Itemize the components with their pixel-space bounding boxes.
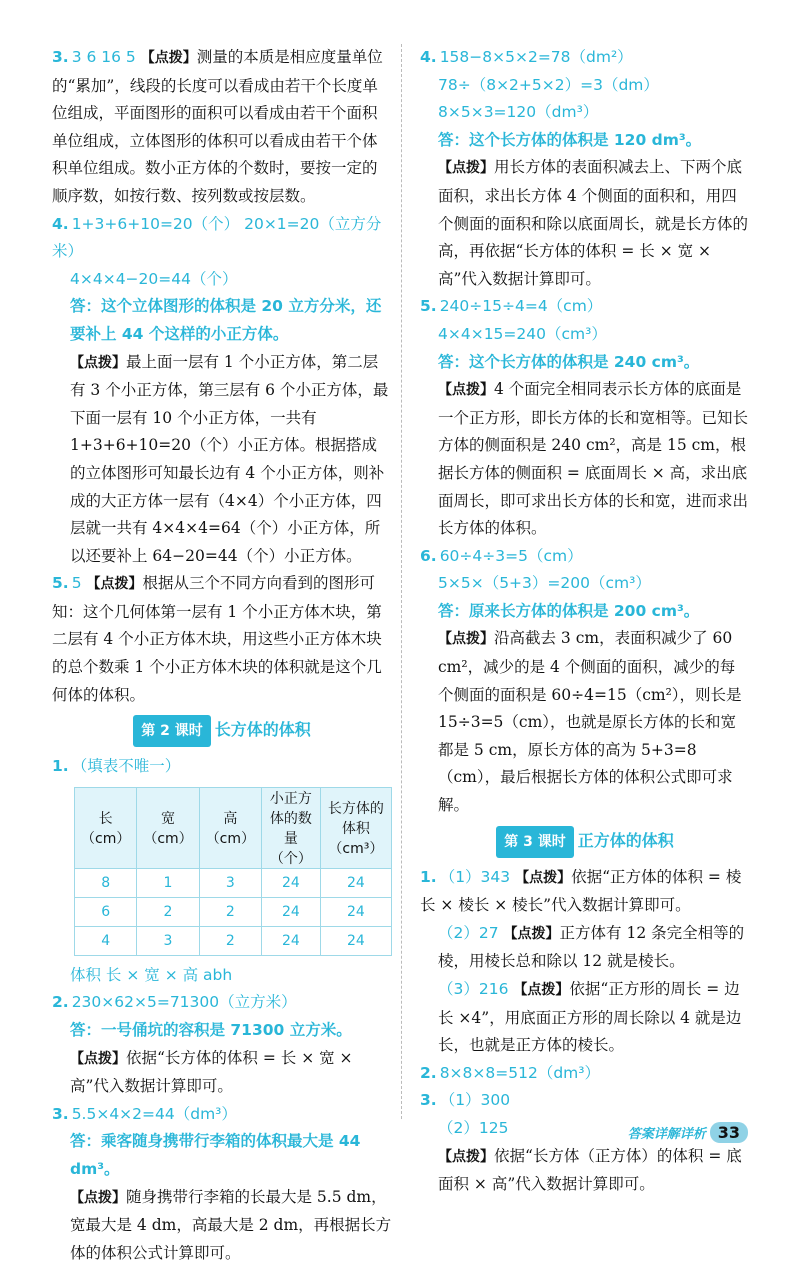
section-title: 长方体的体积 <box>214 720 311 740</box>
section-title: 正方体的体积 <box>577 830 674 850</box>
answer-item-3: 3. 3 6 16 5 【点拨】测量的本质是相应度量单位的“累加”，线段的长度可以看成由若干个长度单位组成，平面图形的面积可以看成由若干个面积单位组成，立体图形的体积可以看成由若干个体积单位组成。数小正方体的个数时，要按一定的顺序数，如按行数、按列数或按层数。 <box>52 48 383 205</box>
table-row: 6 2 2 24 24 <box>75 897 392 926</box>
page-number: 33 <box>710 1122 748 1143</box>
lesson3-q1: 1. （1）343 【点拨】依据“正方体的体积 = 棱长 × 棱长 × 棱长”代入数据计算即可。 （2）27 【点拨】正方体有 12 条完全相等的棱，用棱长总和除以 12 就是棱长。 （3）216 【点拨】依据“正方形的周长 = 边长 ×4”，用底面正方形的周长除以 4 就是边长，也就是正方体的棱长。 <box>420 867 745 1055</box>
answer-item-5-right: 5. 240÷15÷4=4（cm） 4×4×15=240（cm³） 答：这个长方体的体积是 240 cm³。 【点拨】4 个面完全相同表示长方体的底面是一个正方形，即长方体的长和宽相等。已知长方体的侧面积是 240 cm²，高是 15 cm，根据长方体的侧面积 = 底面周长 × 高，求出底面周长，即可求出长方体的长和宽，进而求出长方体的体积。 <box>420 297 749 538</box>
answer-item-4-right: 4. 158−8×5×2=78（dm²） 78÷（8×2+5×2）=3（dm） 8×5×3=120（dm³） 答：这个长方体的体积是 120 dm³。 【点拨】用长方体的表面积减去上、下两个底面积，求出长方体 4 个侧面的面积和，用四个侧面的面积和除以底面周长，就是长方体的高，再依据“长方体的体积 = 长 × 宽 × 高”代入数据计算即可。 <box>420 48 749 288</box>
volume-formula: 体积 长 × 宽 × 高 abh <box>70 965 233 984</box>
answer-item-5: 5. 5 【点拨】根据从三个不同方向看到的图形可知：这个几何体第一层有 1 个小正方体木块，第二层有 4 个小正方体木块，用这些小正方体木块的总个数乘 1 个小正方体木块的体积就是这个几何体的体积。 <box>52 574 382 704</box>
table-row: 4 3 2 24 24 <box>75 926 392 955</box>
answer-item-4: 4. 1+3+6+10=20（个） 20×1=20（立方分米） 4×4×4−20=44（个） 答：这个立体图形的体积是 20 立方分米，还要补上 44 个这样的小正方体。 【点拨】最上面一层有 1 个小正方体，第二层有 3 个小正方体，第三层有 6 个小正方体，最下面一层有 10 个小正方体，一共有 1+3+6+10=20（个）小正方体。根据搭成的立体图形可知最长边有 4 个小正方体，则补成的大正方体一层有（4×4）个小正方体，四层就一共有 4×4×4=64（个）小正方体，所以还要补上 64−20=44（个）小正方体。 <box>52 214 389 565</box>
page-footer <box>628 1122 748 1143</box>
lesson-badge: 第 3 课时 <box>496 826 574 858</box>
lesson3-q3: 3. （1）300 （2）125 【点拨】依据“长方体（正方体）的体积 = 底面积 × 高”代入数据计算即可。 <box>420 1091 742 1194</box>
lesson2-q1: 1. （填表不唯一） <box>52 757 181 776</box>
table-row: 8 1 3 24 24 <box>75 868 392 897</box>
lesson2-q3: 3. 5.5×4×2=44（dm³） 答：乘客随身携带行李箱的体积最大是 44 dm³。 【点拨】随身携带行李箱的长最大是 5.5 dm，宽最大是 4 dm，高最大是 2 dm，再根据长方体的体积公式计算即可。 <box>52 1104 392 1262</box>
section-header-lesson-2 <box>52 715 392 747</box>
lesson3-q2: 2. 8×8×8=512（dm³） <box>420 1063 600 1082</box>
answer-item-6-right: 6. 60÷4÷3=5（cm） 5×5×（5+3）=200（cm³） 答：原来长方体的体积是 200 cm³。 【点拨】沿高截去 3 cm，表面积减少了 60 cm²，减少的是 4 个侧面的面积，减少的每个侧面的面积是 60÷4=15（cm²），则长是 15÷3=5（cm），也就是原长方体的长和宽都是 5 cm，原长方体的高为 5+3=8（cm），最后根据长方体的体积公式即可求解。 <box>420 546 742 815</box>
right-column <box>420 44 750 1199</box>
footer-label: 答案详解详析 <box>627 1127 706 1142</box>
lesson-badge: 第 2 课时 <box>133 715 211 747</box>
table-header-row: 长（cm） 宽（cm） 高（cm） 小正方体的数量（个） 长方体的体积（cm³） <box>75 787 392 868</box>
column-divider <box>401 44 402 1119</box>
lesson2-q2: 2. 230×62×5=71300（立方米） 答：一号俑坑的容积是 71300 立方米。 【点拨】依据“长方体的体积 = 长 × 宽 × 高”代入数据计算即可。 <box>52 993 353 1096</box>
left-column <box>52 44 392 1267</box>
section-header-lesson-3 <box>420 826 750 858</box>
fill-table <box>74 787 392 956</box>
